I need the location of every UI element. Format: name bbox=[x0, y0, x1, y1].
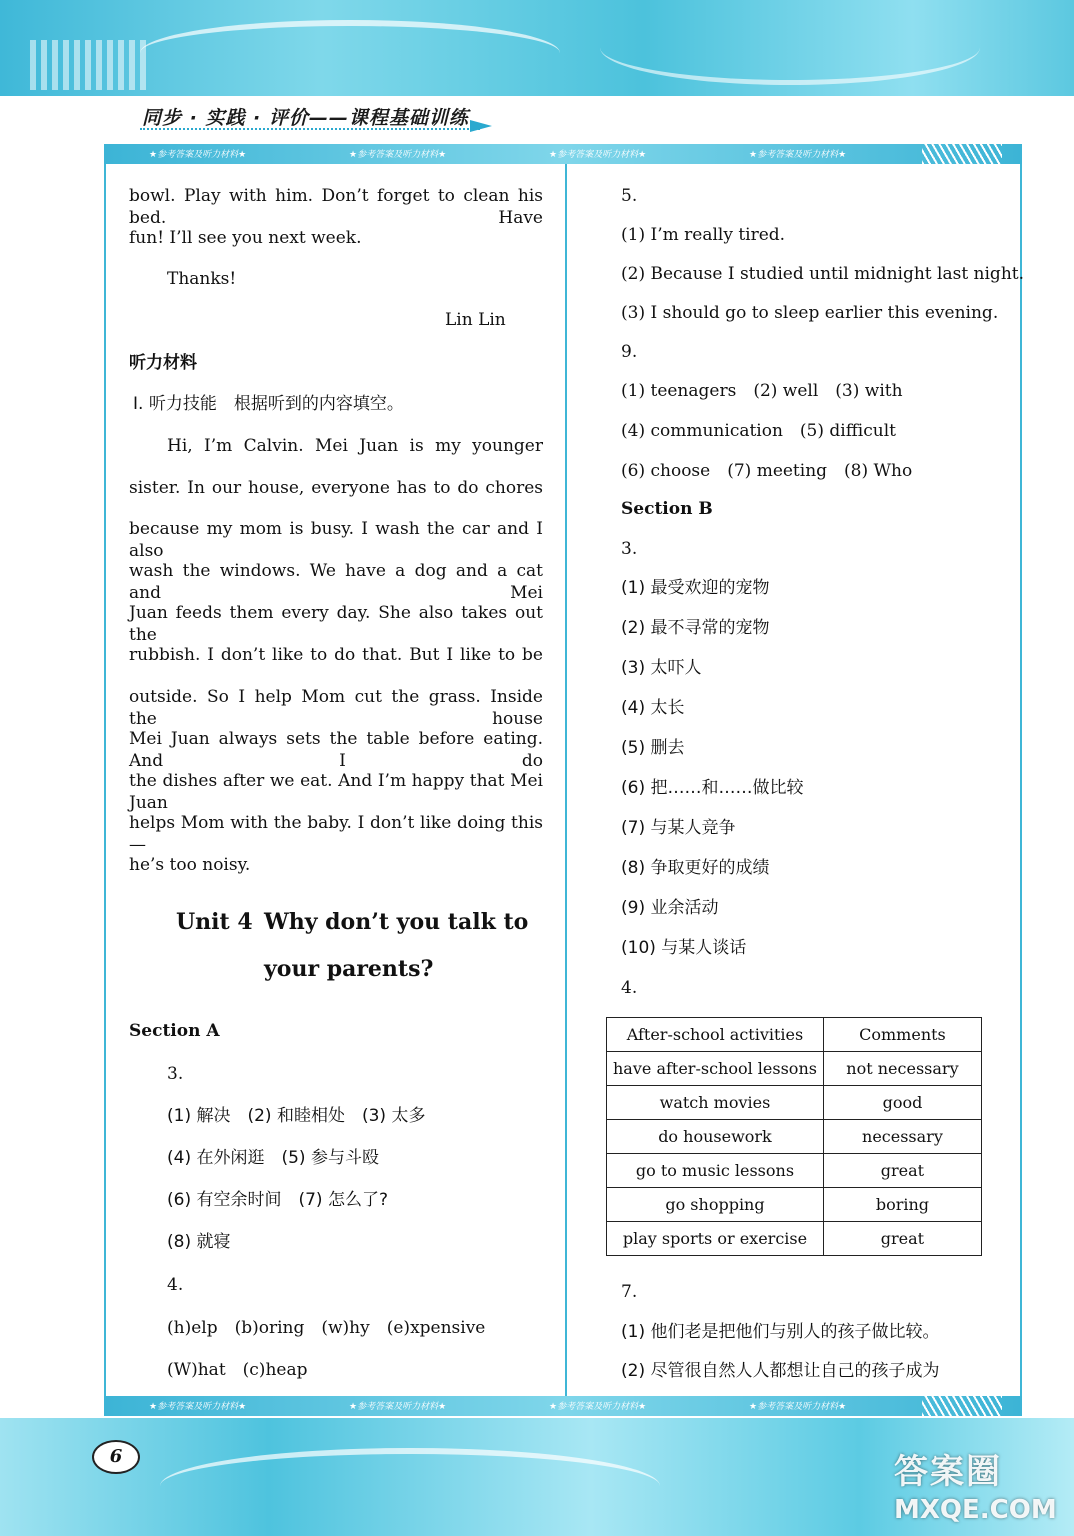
unit-title: your parents? bbox=[264, 956, 434, 982]
passage-line: helps Mom with the baby. I don’t like doing this— bbox=[129, 813, 543, 855]
strip-tag: ★参考答案及听力材料★ bbox=[349, 1402, 447, 1412]
table-header-cell: Comments bbox=[823, 1018, 981, 1052]
answer-line: (h)elp (b)oring (w)hy (e)xpensive bbox=[167, 1318, 486, 1338]
section-heading: Section B bbox=[621, 499, 713, 519]
hatch-decoration bbox=[922, 144, 1002, 164]
running-header-title: 同步 · 实践 · 评价——课程基础训练 bbox=[142, 107, 469, 129]
answer-line: (6) 把……和……做比较 bbox=[621, 778, 804, 798]
answer-line: (9) 业余活动 bbox=[621, 898, 719, 918]
table-cell: necessary bbox=[823, 1120, 981, 1154]
table-row bbox=[607, 1052, 982, 1086]
bottom-strip bbox=[104, 1396, 1022, 1416]
answer-line: (1) teenagers (2) well (3) with bbox=[621, 381, 903, 401]
question-number: 3. bbox=[621, 539, 638, 559]
strip-tag: ★参考答案及听力材料★ bbox=[749, 150, 847, 160]
top-strip bbox=[104, 144, 1022, 164]
table-row bbox=[607, 1188, 982, 1222]
passage-line: Juan feeds them every day. She also takes out the bbox=[129, 603, 543, 645]
answer-line: (2) 最不寻常的宠物 bbox=[621, 618, 770, 638]
column-divider bbox=[565, 164, 567, 1396]
table-cell: boring bbox=[823, 1188, 981, 1222]
answer-line: (3) I should go to sleep earlier this evening. bbox=[621, 303, 999, 323]
question-number: 4. bbox=[621, 978, 638, 998]
answer-line: (W)hat (c)heap bbox=[167, 1360, 308, 1380]
question-number: 9. bbox=[621, 342, 638, 362]
letter-signature: Lin Lin bbox=[445, 310, 506, 330]
table-cell: do housework bbox=[607, 1120, 824, 1154]
table-cell: go to music lessons bbox=[607, 1154, 824, 1188]
table-row bbox=[607, 1222, 982, 1256]
answer-line: (3) 太吓人 bbox=[621, 658, 702, 678]
table-header-cell: After-school activities bbox=[607, 1018, 824, 1052]
table-cell: not necessary bbox=[823, 1052, 981, 1086]
letter-closing: Thanks! bbox=[167, 269, 237, 289]
passage-line: wash the windows. We have a dog and a cat and Mei bbox=[129, 561, 543, 603]
answer-line: (4) communication (5) difficult bbox=[621, 421, 896, 441]
table-cell: play sports or exercise bbox=[607, 1222, 824, 1256]
passage-line: he’s too noisy. bbox=[129, 855, 251, 875]
letter-line: bowl. Play with him. Don’t forget to clean his bed. Have bbox=[129, 186, 543, 228]
table-row bbox=[607, 1086, 982, 1120]
table-cell: go shopping bbox=[607, 1188, 824, 1222]
answer-line: (4) 太长 bbox=[621, 698, 685, 718]
swirl-graphic bbox=[600, 10, 980, 85]
answer-line: (8) 争取更好的成绩 bbox=[621, 858, 770, 878]
answer-line: (1) 最受欢迎的宠物 bbox=[621, 578, 770, 598]
passage-line: Mei Juan always sets the table before eating. And I do bbox=[129, 729, 543, 771]
listening-heading: 听力材料 bbox=[129, 353, 197, 373]
strip-tag: ★参考答案及听力材料★ bbox=[549, 1402, 647, 1412]
strip-tag: ★参考答案及听力材料★ bbox=[149, 1402, 247, 1412]
question-number: 3. bbox=[167, 1064, 184, 1084]
unit-title: Why don’t you talk to bbox=[264, 909, 529, 935]
table-header-row bbox=[607, 1018, 982, 1052]
question-number: 5. bbox=[621, 186, 638, 206]
passage-line: Hi, I’m Calvin. Mei Juan is my younger bbox=[167, 436, 543, 456]
swirl-graphic bbox=[140, 20, 560, 86]
table-cell: great bbox=[823, 1222, 981, 1256]
table-row bbox=[607, 1120, 982, 1154]
answer-line: (4) 在外闲逛 (5) 参与斗殴 bbox=[167, 1148, 379, 1168]
header-underline bbox=[140, 128, 480, 130]
strip-tag: ★参考答案及听力材料★ bbox=[149, 150, 247, 160]
part-heading: Ⅰ. 听力技能 根据听到的内容填空。 bbox=[133, 394, 404, 414]
letter-line: fun! I’ll see you next week. bbox=[129, 228, 362, 248]
answer-line: (1) I’m really tired. bbox=[621, 225, 786, 245]
question-number: 7. bbox=[621, 1282, 638, 1302]
hatch-decoration bbox=[922, 1396, 1002, 1416]
passage-line: rubbish. I don’t like to do that. But I like to be bbox=[129, 645, 543, 665]
answer-line: (5) 删去 bbox=[621, 738, 685, 758]
passage-line: the dishes after we eat. And I’m happy that Mei Juan bbox=[129, 771, 543, 813]
swirl-graphic bbox=[160, 1448, 660, 1524]
answer-line: (6) choose (7) meeting (8) Who bbox=[621, 461, 913, 481]
answer-line: (7) 与某人竞争 bbox=[621, 818, 736, 838]
answer-line: (2) Because I studied until midnight last night. bbox=[621, 264, 1025, 284]
watermark-text: 答案圈 bbox=[894, 1452, 1002, 1492]
table-cell: watch movies bbox=[607, 1086, 824, 1120]
table-row bbox=[607, 1154, 982, 1188]
top-decorative-banner bbox=[0, 0, 1074, 96]
table-cell: have after-school lessons bbox=[607, 1052, 824, 1086]
header-arrow-icon bbox=[470, 120, 492, 132]
unit-label: Unit 4 bbox=[176, 909, 253, 935]
strip-tag: ★参考答案及听力材料★ bbox=[349, 150, 447, 160]
answer-line: (2) 尽管很自然人人都想让自己的孩子成为 bbox=[621, 1361, 940, 1381]
answer-line: (1) 解决 (2) 和睦相处 (3) 太多 bbox=[167, 1106, 426, 1126]
strip-tag: ★参考答案及听力材料★ bbox=[749, 1402, 847, 1412]
passage-line: sister. In our house, everyone has to do chores bbox=[129, 478, 543, 498]
passage-line: because my mom is busy. I wash the car and I also bbox=[129, 519, 543, 561]
site-watermark bbox=[894, 1444, 1064, 1530]
strip-tag: ★参考答案及听力材料★ bbox=[549, 150, 647, 160]
watermark-url: MXQE.COM bbox=[894, 1495, 1057, 1525]
section-heading: Section A bbox=[129, 1021, 220, 1041]
answer-line: (8) 就寝 bbox=[167, 1232, 231, 1252]
table-cell: good bbox=[823, 1086, 981, 1120]
passage-line: outside. So I help Mom cut the grass. Inside the house bbox=[129, 687, 543, 729]
question-number: 4. bbox=[167, 1275, 184, 1295]
answer-line: (1) 他们老是把他们与别人的孩子做比较。 bbox=[621, 1322, 940, 1342]
answer-line: (10) 与某人谈话 bbox=[621, 938, 747, 958]
city-skyline-graphic bbox=[30, 40, 150, 90]
answer-line: (6) 有空余时间 (7) 怎么了? bbox=[167, 1190, 388, 1210]
activities-table bbox=[606, 1017, 982, 1256]
page-number: 6 bbox=[92, 1440, 140, 1474]
table-cell: great bbox=[823, 1154, 981, 1188]
